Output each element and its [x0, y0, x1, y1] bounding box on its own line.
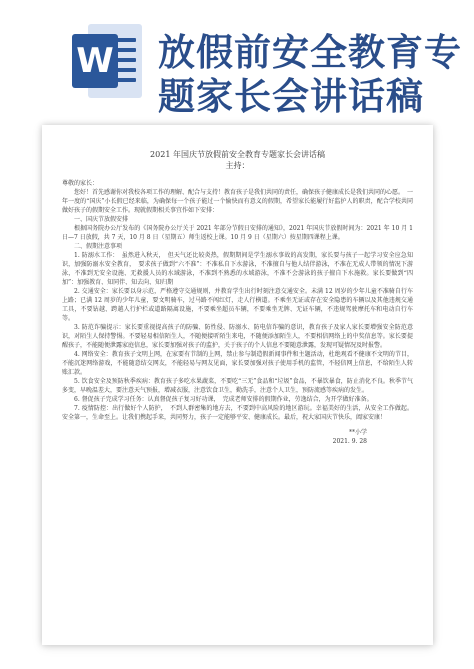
document-body [62, 149, 413, 446]
precaution-item: 2. 交通安全：家长要以身示范，严格遵守交通规则，并教育学生出行时刻注意交通安全。未满 12 周岁的少年儿童不准骑自行车上路；已满 12 周岁的少年儿童，要文明骑车，过马路不闯红灯，走人行横道。不乘坐无证或存在安全隐患的车辆以及其他违规交通工具，不要钻越、跨越人行护栏或道路隔离设施，不要乘坐超员车辆，不要乘坐无牌、无证车辆，不违规驾驶摩托车和电动自行车等。 [62, 288, 413, 322]
word-icon-letter: W [72, 34, 118, 88]
signature-date: 2021. 9. 28 [332, 438, 367, 445]
holiday-notice-paragraph: 根据国务院办公厅发布的《国务院办公厅关于 2021 年部分节假日安排的通知》，2021 年国庆节放假时间为：2021 年 10 月 1 日—7 日放假，共 7 天，10 月 8 日（星期五）师生返校上课。10 月 9 日（星期六）按星期四课程上课。 [62, 225, 413, 241]
greeting: 尊敬的家长： [62, 180, 99, 187]
section-heading-holiday: 一、国庆节放假安排 [74, 216, 129, 223]
precaution-item: 6. 督促孩子完成学习任务：认真督促孩子复习好功课， 完成老师安排的假期作业，劳逸结合，为开学做好准备。 [74, 396, 373, 403]
precaution-item: 5. 饮食安全及预防秋季疾病：教育孩子多吃水果蔬菜，不要吃“三无”食品和“垃圾”食品，不暴饮暴食，防止消化不良。秋季节气多变，早晚温差大，要注意天气预报，增减衣服，注意饮食卫生，勤洗手，注意个人卫生，预防流感等疾病的发生。 [62, 378, 413, 394]
document-page [42, 125, 433, 645]
signature-school: **小学 [348, 429, 367, 436]
precaution-item: 4. 网络安全：教育孩子文明上网，在家要有节制的上网，禁止参与制造假新闻事件和主题活动，杜绝观看不健康不文明的节目，不能沉迷网络游戏，不能随意结交网友，不能轻易与网友见面，家长要加强对孩子使用手机的监管，不轻信网上信息，不给陌生人转账汇款。 [62, 351, 413, 376]
precaution-item: 1. 防溺水工作： 虽然进入秋天， 但天气还比较炎热，假期期间是学生溺水事故的高发期，家长要与孩子一起学习安全应急知识，加强防溺水安全教育， 要求孩子做到“六不准”：不准私自下水游泳，不准擅自与他人结伴游泳，不准在无成人带领的情况下游泳，不准到无安全设施、无救援人员的水域游泳，不准到不熟悉的水域游泳，不准不会游泳的孩子擅自下水施救。家长要做到“四加”：加强教育、知同伴、知去向、知归期 [62, 252, 413, 286]
page-title-line-2: 题家长会讲话稿 [158, 75, 424, 118]
word-document-icon [72, 24, 142, 98]
precaution-item: 3. 防范诈骗提示：家长要重视提高孩子的防骗、防性侵、防溺水、防电信诈骗的意识，教育孩子及家人家长要增强安全防范意识，对陌生人保持警惕。不要轻易相信陌生人，不随便接听陌生来电，不随便添加陌生人，不要相信网络上的中奖信息等。家长要提醒孩子，不能随便泄露家庭信息，家长要加强对孩子的监护，关于孩子的个人信息不要随意泄露，发现可疑情况及时报警。 [62, 324, 413, 349]
document-title: 2021 年国庆节放假前安全教育专题家长会讲话稿 [150, 150, 325, 159]
page-title-line-1: 放假前安全教育专 [158, 31, 462, 74]
intro-paragraph: 您好！首先感谢你对我校各项工作的理解、配合与支持！教育孩子是我们共同的责任，确保孩子健康成长是我们共同的心愿。 一年一度的“国庆”小长假已经来临，为确保每一个孩子能过一个愉快而有意义的假期，希望家长能履行好监护人的职责，配合学校共同做好孩子的假期安全工作。现就假期相关事宜作如下安排： [62, 189, 414, 214]
header-banner [0, 0, 474, 118]
precaution-item: 7. 疫情防控：出行做好个人防护， 不到人群密集的地方去，不要到中高风险的地区游玩。幸福美好的生活，从安全工作做起。安全第一，生命至上。让我们携起手来，共同努力，孩子一定能够平安、健康成长。最后，祝大家国庆节快乐，阖家安康！ [62, 405, 413, 421]
section-heading-precautions: 二、假期注意事项 [74, 243, 123, 250]
document-subtitle: 主持： [225, 161, 250, 170]
